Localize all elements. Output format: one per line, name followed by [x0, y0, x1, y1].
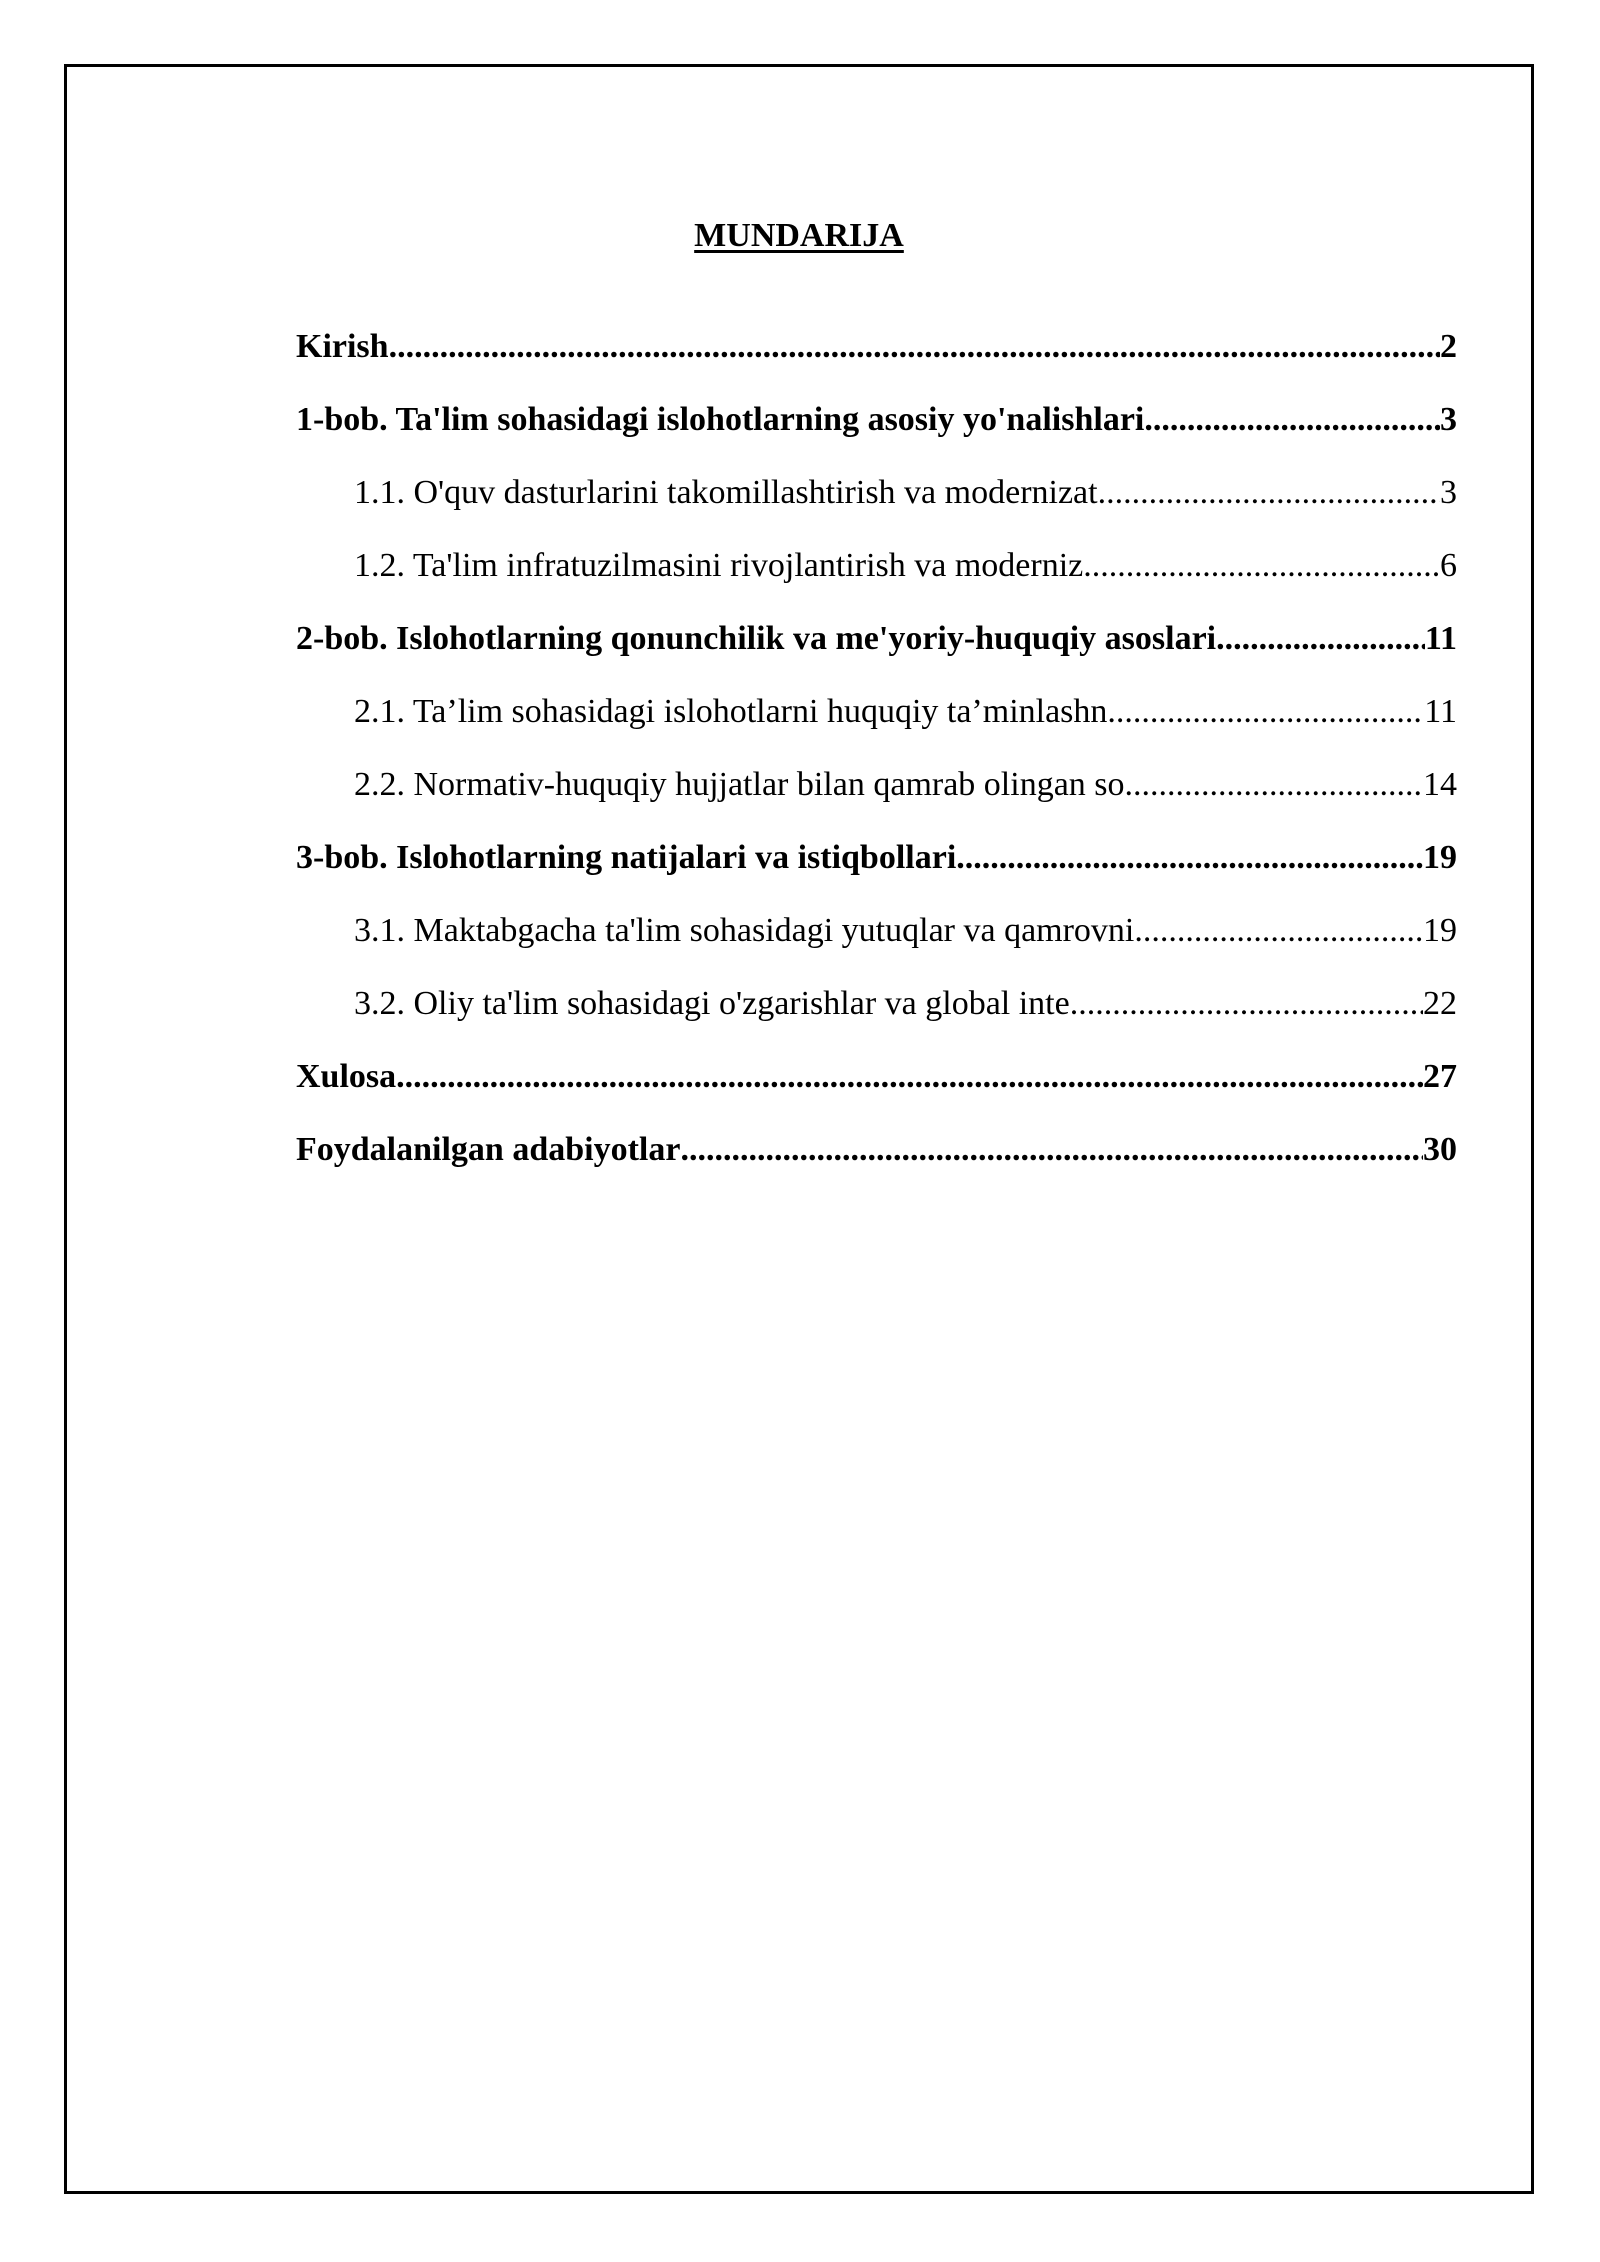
- toc-entry[interactable]: [296, 546, 1457, 619]
- toc-page-number: 30: [1423, 1131, 1457, 1168]
- toc-page-number: 22: [1423, 985, 1457, 1022]
- toc-entry[interactable]: [296, 1130, 1457, 1203]
- toc-dot-leader: [1144, 400, 1440, 440]
- toc-entry[interactable]: [296, 692, 1457, 765]
- toc-page-number: 3: [1440, 401, 1457, 438]
- toc-dot-leader: [1216, 619, 1425, 659]
- toc-page-number: 2: [1440, 328, 1457, 365]
- toc-entry-title: 1.2. Ta'lim infratuzilmasini rivojlantirish va moderniz: [354, 547, 1084, 584]
- toc-dot-leader: [1107, 692, 1424, 732]
- toc-entry-title: 1.1. O'quv dasturlarini takomillashtirish va modernizat: [354, 474, 1098, 511]
- toc-entry-title: 3.2. Oliy ta'lim sohasidagi o'zgarishlar va global inte: [354, 985, 1070, 1022]
- toc-dot-leader: [1070, 984, 1423, 1024]
- toc-entry-title: 3-bob. Islohotlarning natijalari va istiqbollari: [296, 839, 957, 876]
- page-title: MUNDARIJA: [694, 217, 904, 254]
- toc-entry[interactable]: [296, 911, 1457, 984]
- toc-entry[interactable]: [296, 1057, 1457, 1130]
- toc-entry-title: Kirish: [296, 328, 389, 365]
- toc-dot-leader: [956, 838, 1423, 878]
- table-of-contents: [296, 327, 1457, 1203]
- toc-entry-title: Xulosa: [296, 1058, 397, 1095]
- page-border-frame: [64, 64, 1534, 2194]
- toc-entry-title: 2.1. Ta’lim sohasidagi islohotlarni huquqiy ta’minlashn: [354, 693, 1108, 730]
- toc-dot-leader: [680, 1130, 1423, 1170]
- toc-entry-title: 1-bob. Ta'lim sohasidagi islohotlarning asosiy yo'nalishlari: [296, 401, 1145, 438]
- toc-entry[interactable]: [296, 473, 1457, 546]
- toc-dot-leader: [1134, 911, 1423, 951]
- toc-entry[interactable]: [296, 327, 1457, 400]
- toc-page-number: 11: [1424, 693, 1457, 730]
- toc-entry-title: 3.1. Maktabgacha ta'lim sohasidagi yutuqlar va qamrovni: [354, 912, 1135, 949]
- toc-entry[interactable]: [296, 619, 1457, 692]
- toc-entry[interactable]: [296, 984, 1457, 1057]
- toc-entry-title: 2.2. Normativ-huquqiy hujjatlar bilan qamrab olingan so: [354, 766, 1125, 803]
- toc-page-number: 19: [1423, 839, 1457, 876]
- toc-dot-leader: [1083, 546, 1440, 586]
- toc-page-number: 27: [1423, 1058, 1457, 1095]
- toc-page-number: 11: [1424, 620, 1457, 657]
- toc-entry-title: 2-bob. Islohotlarning qonunchilik va me'yoriy-huquqiy asoslari: [296, 620, 1217, 657]
- toc-dot-leader: [1125, 765, 1423, 805]
- toc-page-number: 14: [1423, 766, 1457, 803]
- toc-dot-leader: [1098, 473, 1440, 513]
- toc-page-number: 19: [1423, 912, 1457, 949]
- toc-dot-leader: [396, 1057, 1423, 1097]
- toc-entry-title: Foydalanilgan adabiyotlar: [296, 1131, 681, 1168]
- toc-entry[interactable]: [296, 838, 1457, 911]
- toc-page-number: 6: [1440, 547, 1457, 584]
- toc-dot-leader: [389, 327, 1440, 367]
- toc-page-number: 3: [1440, 474, 1457, 511]
- toc-entry[interactable]: [296, 400, 1457, 473]
- toc-entry[interactable]: [296, 765, 1457, 838]
